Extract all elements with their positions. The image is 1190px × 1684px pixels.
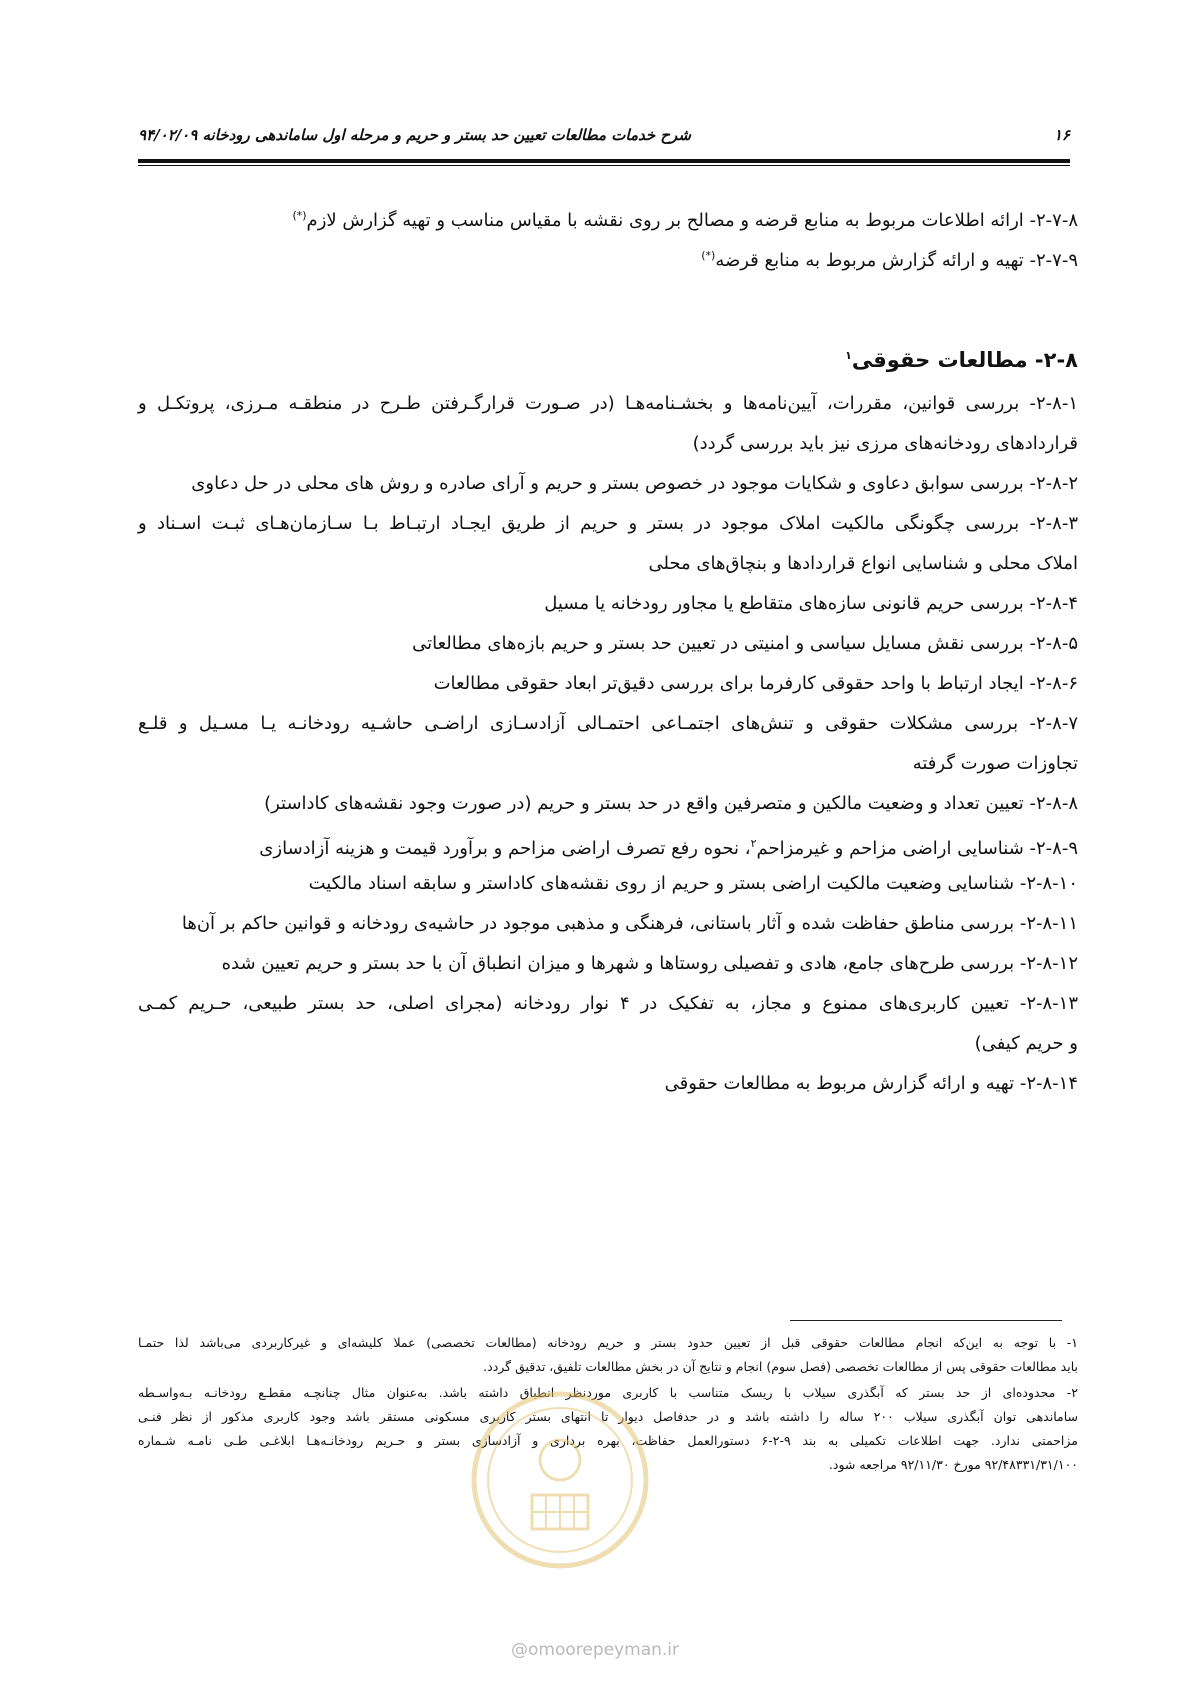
item-2-8-1-cont: قراردادهای رودخانه‌های مرزی نیز باید بررسی گردد) (692, 433, 1078, 454)
header-rule-thin (138, 165, 1070, 166)
item-2-7-9: ۲-۷-۹- تهیه و ارائه گزارش مربوط به منابع قرضه(*) (701, 249, 1078, 271)
footnote-2-cont-1: ساماندهی توان آبگذری سیلاب ۲۰۰ ساله را داشته باشد و در حدفاصل دیوار تا انتهای بستر کاربری مسکونی مستقر باشد وجود کاربری مذکور از نظر فنـی (138, 1409, 1079, 1424)
item-2-8-14: ۲-۸-۱۴- تهیه و ارائه گزارش مربوط به مطالعات حقوقی (664, 1073, 1078, 1094)
footnote-separator (790, 1320, 1062, 1321)
item-2-7-8: ۲-۷-۸- ارائه اطلاعات مربوط به منابع قرضه و مصالح بر روی نقشه با مقیاس مناسب و تهیه گزارش لازم(*) (292, 209, 1078, 231)
header-rule-thick (138, 159, 1070, 163)
item-2-8-11: ۲-۸-۱۱- بررسی مناطق حفاظت شده و آثار باستانی، فرهنگی و مذهبی موجود در حاشیه‌ی رودخانه و قوانین حاکم بر آن‌ها (181, 913, 1078, 934)
item-2-8-7: ۲-۸-۷- بررسی مشکلات حقوقی و تنش‌های اجتمـاعی احتمـالی آزادسـازی اراضـی حاشـیه رودخانـه یـا مسـیل و قلـع (138, 713, 1078, 734)
item-2-8-4: ۲-۸-۴- بررسی حریم قانونی سازه‌های متقاطع یا مجاور رودخانه یا مسیل (544, 593, 1078, 614)
item-2-8-1: ۲-۸-۱- بررسی قوانین، مقررات، آیین‌نامه‌ها و بخشـنامه‌هـا (در صـورت قرارگـرفتن طـرح در منطقـه مـرزی، پروتکـل و (138, 393, 1078, 414)
item-2-8-6: ۲-۸-۶- ایجاد ارتباط با واحد حقوقی کارفرما برای بررسی دقیق‌تر ابعاد حقوقی مطالعات (433, 673, 1078, 694)
item-2-8-5: ۲-۸-۵- بررسی نقش مسایل سیاسی و امنیتی در تعیین حد بستر و حریم بازه‌های مطالعاتی (412, 633, 1078, 654)
footnote-2: ۲- محدوده‌ای از حد بستر که آبگذری سیلاب با ریسک متناسب با کاربری موردنظر انطباق داشته باشد. به‌عنوان مثال چنانچـه مقطـع رودخانـه بـه‌واسـطه (138, 1385, 1078, 1400)
item-2-8-3-cont: املاک محلی و شناسایی انواع قراردادها و بنچاق‌های محلی (648, 553, 1078, 574)
item-2-8-3: ۲-۸-۳- بررسی چگونگی مالکیت املاک موجود در بستر و حریم از طریق ایجـاد ارتبـاط بـا سـازمان‌هـای ثبـت اسـناد و (138, 513, 1078, 534)
item-2-8-2: ۲-۸-۲- بررسی سوابق دعاوی و شکایات موجود در خصوص بستر و حریم و آرای صادره و روش های محلی در حل دعاوی (191, 473, 1078, 494)
item-2-8-13-cont: و حریم کیفی) (974, 1033, 1078, 1054)
footnote-1-cont: باید مطالعات حقوقی پس از مطالعات تخصصی (فصل سوم) انجام و نتایج آن در بخش مطالعات تلفیق، تدقیق گردد. (483, 1359, 1078, 1374)
item-2-8-13: ۲-۸-۱۳- تعیین کاربری‌های ممنوع و مجاز، به تفکیک در ۴ نوار رودخانه (مجرای اصلی، حد بستر طبیعی، حـریم کمـی (138, 993, 1078, 1014)
item-2-8-8: ۲-۸-۸- تعیین تعداد و وضعیت مالکین و متصرفین واقع در حد بستر و حریم (در صورت وجود نقشه‌های کاداستر) (264, 793, 1078, 814)
header-title: شرح خدمات مطالعات تعیین حد بستر و حریم و مرحله اول ساماندهی رودخانه ۹۴/۰۲/۰۹ (138, 126, 691, 144)
watermark-site: @omoorepeyman.ir (510, 1640, 680, 1660)
item-2-8-12: ۲-۸-۱۲- بررسی طرح‌های جامع، هادی و تفصیلی روستاها و شهرها و میزان انطباق آن با حد بستر و حریم تعیین شده (221, 953, 1078, 974)
footnote-2-cont-2: مزاحمتی ندارد. جهت اطلاعات تکمیلی به بند ۹-۲-۶ دستورالعمل حفاظت، بهره برداری و آزادسازی بستر و حـریم رودخانـه‌هـا ابلاغـی طـی نامـه شـماره (138, 1433, 1078, 1448)
item-2-8-9: ۲-۸-۹- شناسایی اراضی مزاحم و غیرمزاحم$^۲$، نحوه رفع تصرف اراضی مزاحم و برآورد قیمت و هزینه آزادسازی (259, 837, 1078, 859)
footnote-1: ۱- با توجه به این‌که انجام مطالعات حقوقی قبل از تعیین حدود بستر و حریم رودخانه (مطالعات تخصصی) عملا کلیشه‌ای و غیرکاربردی می‌باشد لذا حتمـا (138, 1335, 1078, 1350)
item-2-8-10: ۲-۸-۱۰- شناسایی وضعیت مالکیت اراضی بستر و حریم از روی نقشه‌های کاداستر و سابقه اسناد مالکیت (308, 873, 1078, 894)
page-header (138, 123, 1070, 149)
item-2-8-7-cont: تجاوزات صورت گرفته (912, 753, 1078, 774)
seal-icon (470, 1390, 650, 1570)
footnote-2-cont-3: ۹۲/۴۸۳۳۱/۳۱/۱۰۰ مورخ ۹۲/۱۱/۳۰ مراجعه شود. (828, 1457, 1078, 1472)
section-title: ۲-۸- مطالعات حقوقی$^۱$ (845, 348, 1078, 372)
page-number: ۱۶ (1053, 126, 1070, 144)
